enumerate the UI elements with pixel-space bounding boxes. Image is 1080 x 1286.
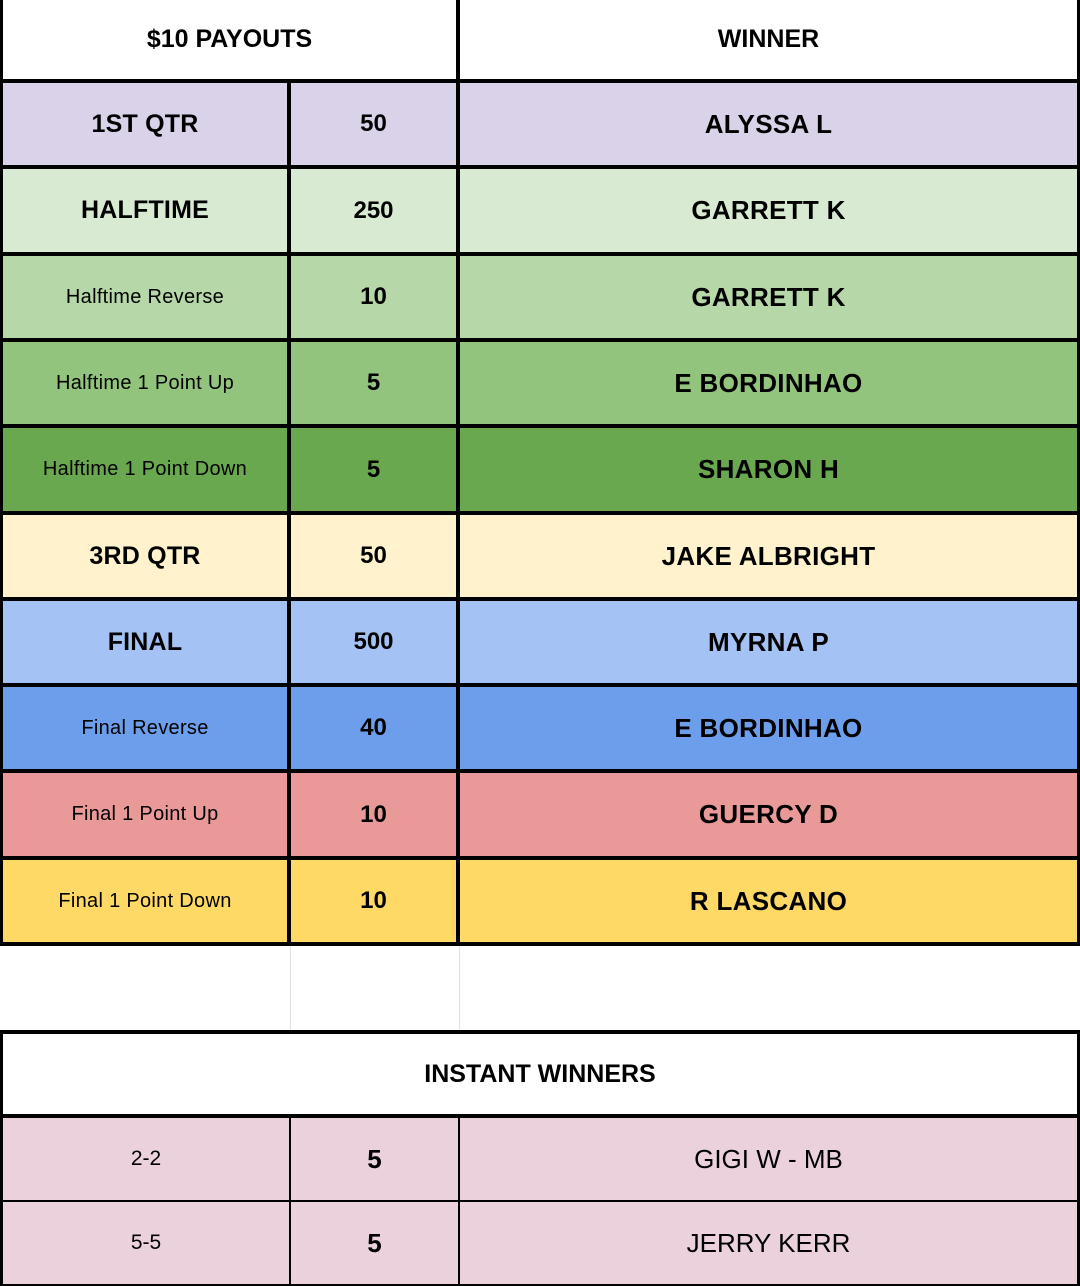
payout-winner: R LASCANO (689, 885, 848, 916)
payout-winner: GARRETT K (691, 281, 846, 312)
payout-row (0, 256, 1080, 342)
instant-row (0, 1118, 1080, 1202)
winner-header: WINNER (460, 0, 1080, 79)
header-row (0, 0, 1080, 83)
payout-row (0, 601, 1080, 687)
payout-label: Halftime 1 Point Up (3, 342, 291, 424)
payout-row (0, 860, 1080, 946)
payout-amount: 10 (291, 860, 460, 942)
payout-winner: SHARON H (697, 454, 840, 484)
payout-label: HALFTIME (3, 169, 291, 252)
payout-row (0, 428, 1080, 515)
payout-winner: ALYSSA L (704, 108, 833, 139)
payout-amount: 50 (291, 83, 460, 165)
payout-winner: GARRETT K (691, 195, 846, 225)
empty-row (0, 946, 1080, 1030)
payout-label: Halftime 1 Point Down (3, 428, 291, 511)
payout-row (0, 515, 1080, 601)
payout-row (0, 169, 1080, 256)
payout-amount: 10 (291, 773, 460, 856)
payout-row (0, 687, 1080, 773)
instant-row (0, 1202, 1080, 1286)
instant-header-row (0, 1030, 1080, 1118)
payout-label: 1ST QTR (3, 83, 291, 165)
instant-amount: 5 (291, 1202, 460, 1284)
payout-winner: JAKE ALBRIGHT (661, 540, 876, 571)
payout-label: Final 1 Point Down (3, 860, 291, 942)
empty-cell (0, 946, 291, 1030)
payout-winner: E BORDINHAO (674, 367, 863, 398)
instant-label: 5-5 (3, 1202, 291, 1284)
payout-winner: GUERCY D (698, 799, 839, 829)
payout-amount: 10 (291, 256, 460, 338)
payout-amount: 40 (291, 687, 460, 769)
instant-amount: 5 (291, 1118, 460, 1200)
instant-winner: GIGI W - MB (694, 1143, 843, 1174)
empty-cell (460, 946, 1080, 1030)
payout-label: Final 1 Point Up (3, 773, 291, 856)
payout-row (0, 342, 1080, 428)
payouts-header: $10 PAYOUTS (0, 0, 460, 79)
payout-label: FINAL (3, 601, 291, 683)
instant-winners-title: INSTANT WINNERS (424, 1059, 656, 1088)
empty-cell (291, 946, 460, 1030)
payout-amount: 500 (291, 601, 460, 683)
payout-amount: 50 (291, 515, 460, 597)
payout-winner: MYRNA P (707, 626, 830, 657)
payout-winner: E BORDINHAO (674, 712, 863, 743)
payout-label: Halftime Reverse (3, 256, 291, 338)
payout-amount: 250 (291, 169, 460, 252)
payout-row (0, 83, 1080, 169)
instant-label: 2-2 (3, 1118, 291, 1200)
payout-label: 3RD QTR (3, 515, 291, 597)
payout-amount: 5 (291, 342, 460, 424)
instant-winner: JERRY KERR (686, 1227, 851, 1258)
payout-row (0, 773, 1080, 860)
payout-label: Final Reverse (3, 687, 291, 769)
payout-amount: 5 (291, 428, 460, 511)
